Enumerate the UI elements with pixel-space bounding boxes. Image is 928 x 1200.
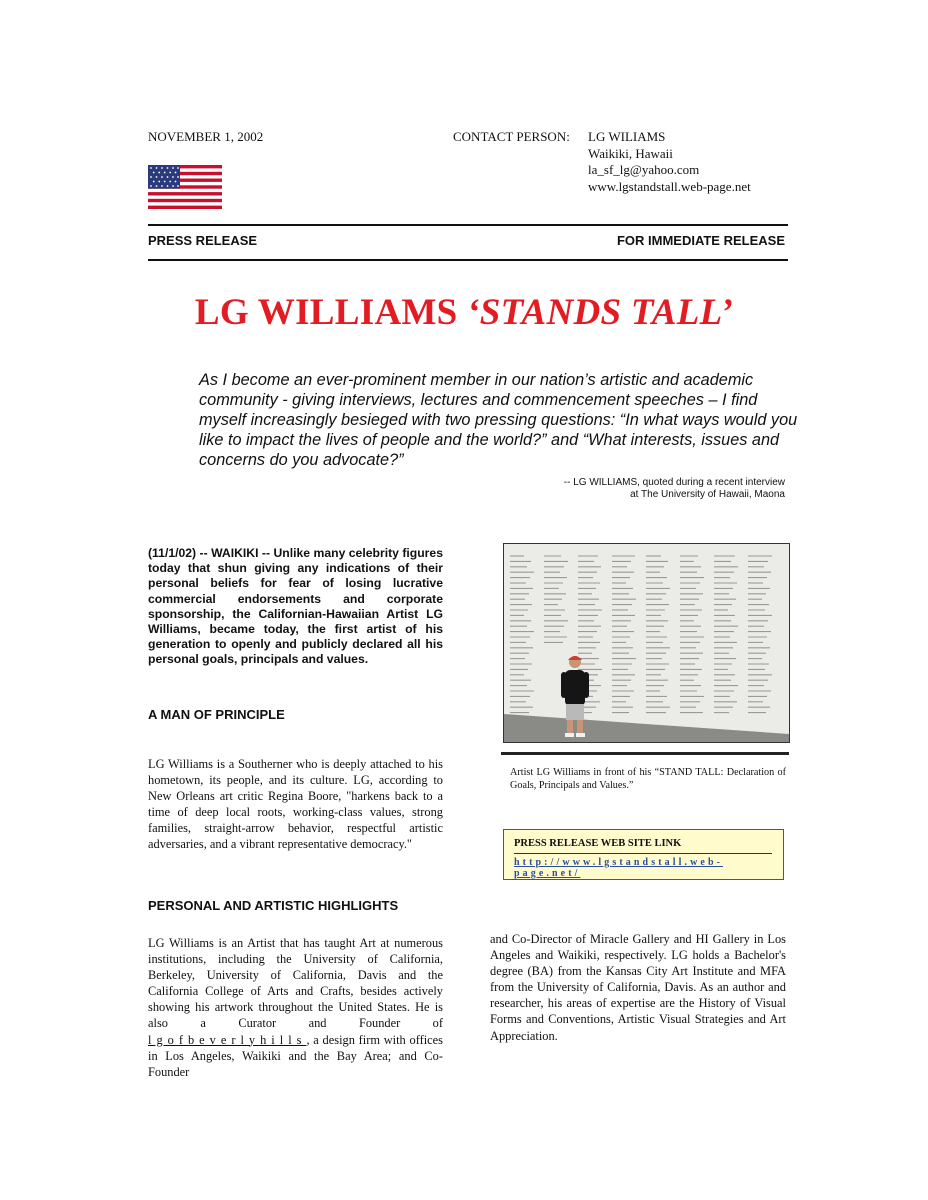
headline-main: LG WILLIAMS [194, 292, 468, 333]
headline [0, 291, 928, 334]
contact-email[interactable]: la_sf_lg@yahoo.com [588, 162, 700, 177]
highlights-heading: PERSONAL AND ARTISTIC HIGHLIGHTS [148, 898, 399, 913]
contact-name: LG WILIAMS [588, 129, 666, 144]
highlights-body-col2: and Co-Director of Miracle Gallery and HI Gallery in Los Angeles and Waikiki, respectively. LG holds a Bachelor's degree (BA) from the Kansas City Art Institute and MFA from the University of California, Davis. As an author and researcher, his areas of expertise are the History of Visual Forms and Conventions, Artistic Visual Strategies and Art Appreciation. [490, 932, 786, 1043]
highlights-text-before: LG Williams is an Artist that has taught Art at numerous institutions, including the University of California, Berkeley, University of California, Davis and the California College of Arts and Crafts, besides actively showing his artwork throughout the United States. He is also a Curator and Founder of [148, 936, 443, 1031]
website-link-box [503, 829, 784, 880]
press-release-label: PRESS RELEASE [148, 233, 258, 248]
highlights-text-after: , a design firm with offices in Los Angeles, Waikiki and the Bay Area; and Co-Founder [148, 1032, 443, 1079]
pull-quote: As I become an ever-prominent member in our nation’s artistic and academic community - giving interviews, lectures and commencement speeches – I find myself increasingly besieged with two pressing questions: “In what ways would you like to impact the lives of people and the world?” and “What interests, issues and concerns do you advocate?” [199, 371, 798, 469]
immediate-release-label: FOR IMMEDIATE RELEASE [616, 233, 785, 248]
release-date: NOVEMBER 1, 2002 [148, 129, 264, 144]
attribution-line-1: -- LG WILLIAMS, quoted during a recent interview [563, 477, 785, 488]
contact-label: CONTACT PERSON: [453, 129, 570, 144]
principle-body: LG Williams is a Southerner who is deeply attached to his hometown, its people, and its culture. LG, according to New Orleans art critic Regina Boore, "harkens back to a time of deep local roots, working-class values, strong families, straight-arrow behavior, respectful artistic adversaries, and a vibrant representative democracy." [148, 757, 443, 852]
artist-photo [503, 543, 790, 743]
highlights-body [148, 935, 443, 1080]
lede-paragraph: (11/1/02) -- WAIKIKI -- Unlike many celebrity figures today that shun giving any indications of their personal beliefs for fear of losing lucrative commercial endorsements and corporate sponsorship, the Californian-Hawaiian Artist LG Williams, became today, the first artist of his generation to openly and publicly declared all his personal goals, principals and values. [148, 546, 443, 667]
photo-caption: Artist LG Williams in front of his “STAND TALL: Declaration of Goals, Principals and Values.” [510, 767, 786, 791]
contact-block [588, 129, 751, 195]
website-link-url[interactable]: http://www.lgstandstall.web-page.net/ [514, 857, 724, 879]
flag-canton [148, 165, 180, 189]
header-rule-bottom [148, 259, 788, 261]
principle-heading: A MAN OF PRINCIPLE [148, 707, 285, 722]
website-link-title: PRESS RELEASE WEB SITE LINK [514, 838, 682, 849]
lgofbeverlyhills-link[interactable]: lgofbeverlyhills [148, 1032, 307, 1047]
headline-emphasis: ‘STANDS TALL’ [467, 292, 734, 333]
attribution-line-2: at The University of Hawaii, Maona [630, 489, 785, 500]
header-rule-top [148, 224, 788, 226]
contact-website[interactable]: www.lgstandstall.web-page.net [588, 178, 751, 194]
quote-attribution [440, 477, 785, 501]
photo-rule [501, 752, 789, 755]
website-link-rule [514, 853, 772, 854]
us-flag-icon [148, 165, 222, 209]
contact-location: Waikiki, Hawaii [588, 145, 673, 161]
